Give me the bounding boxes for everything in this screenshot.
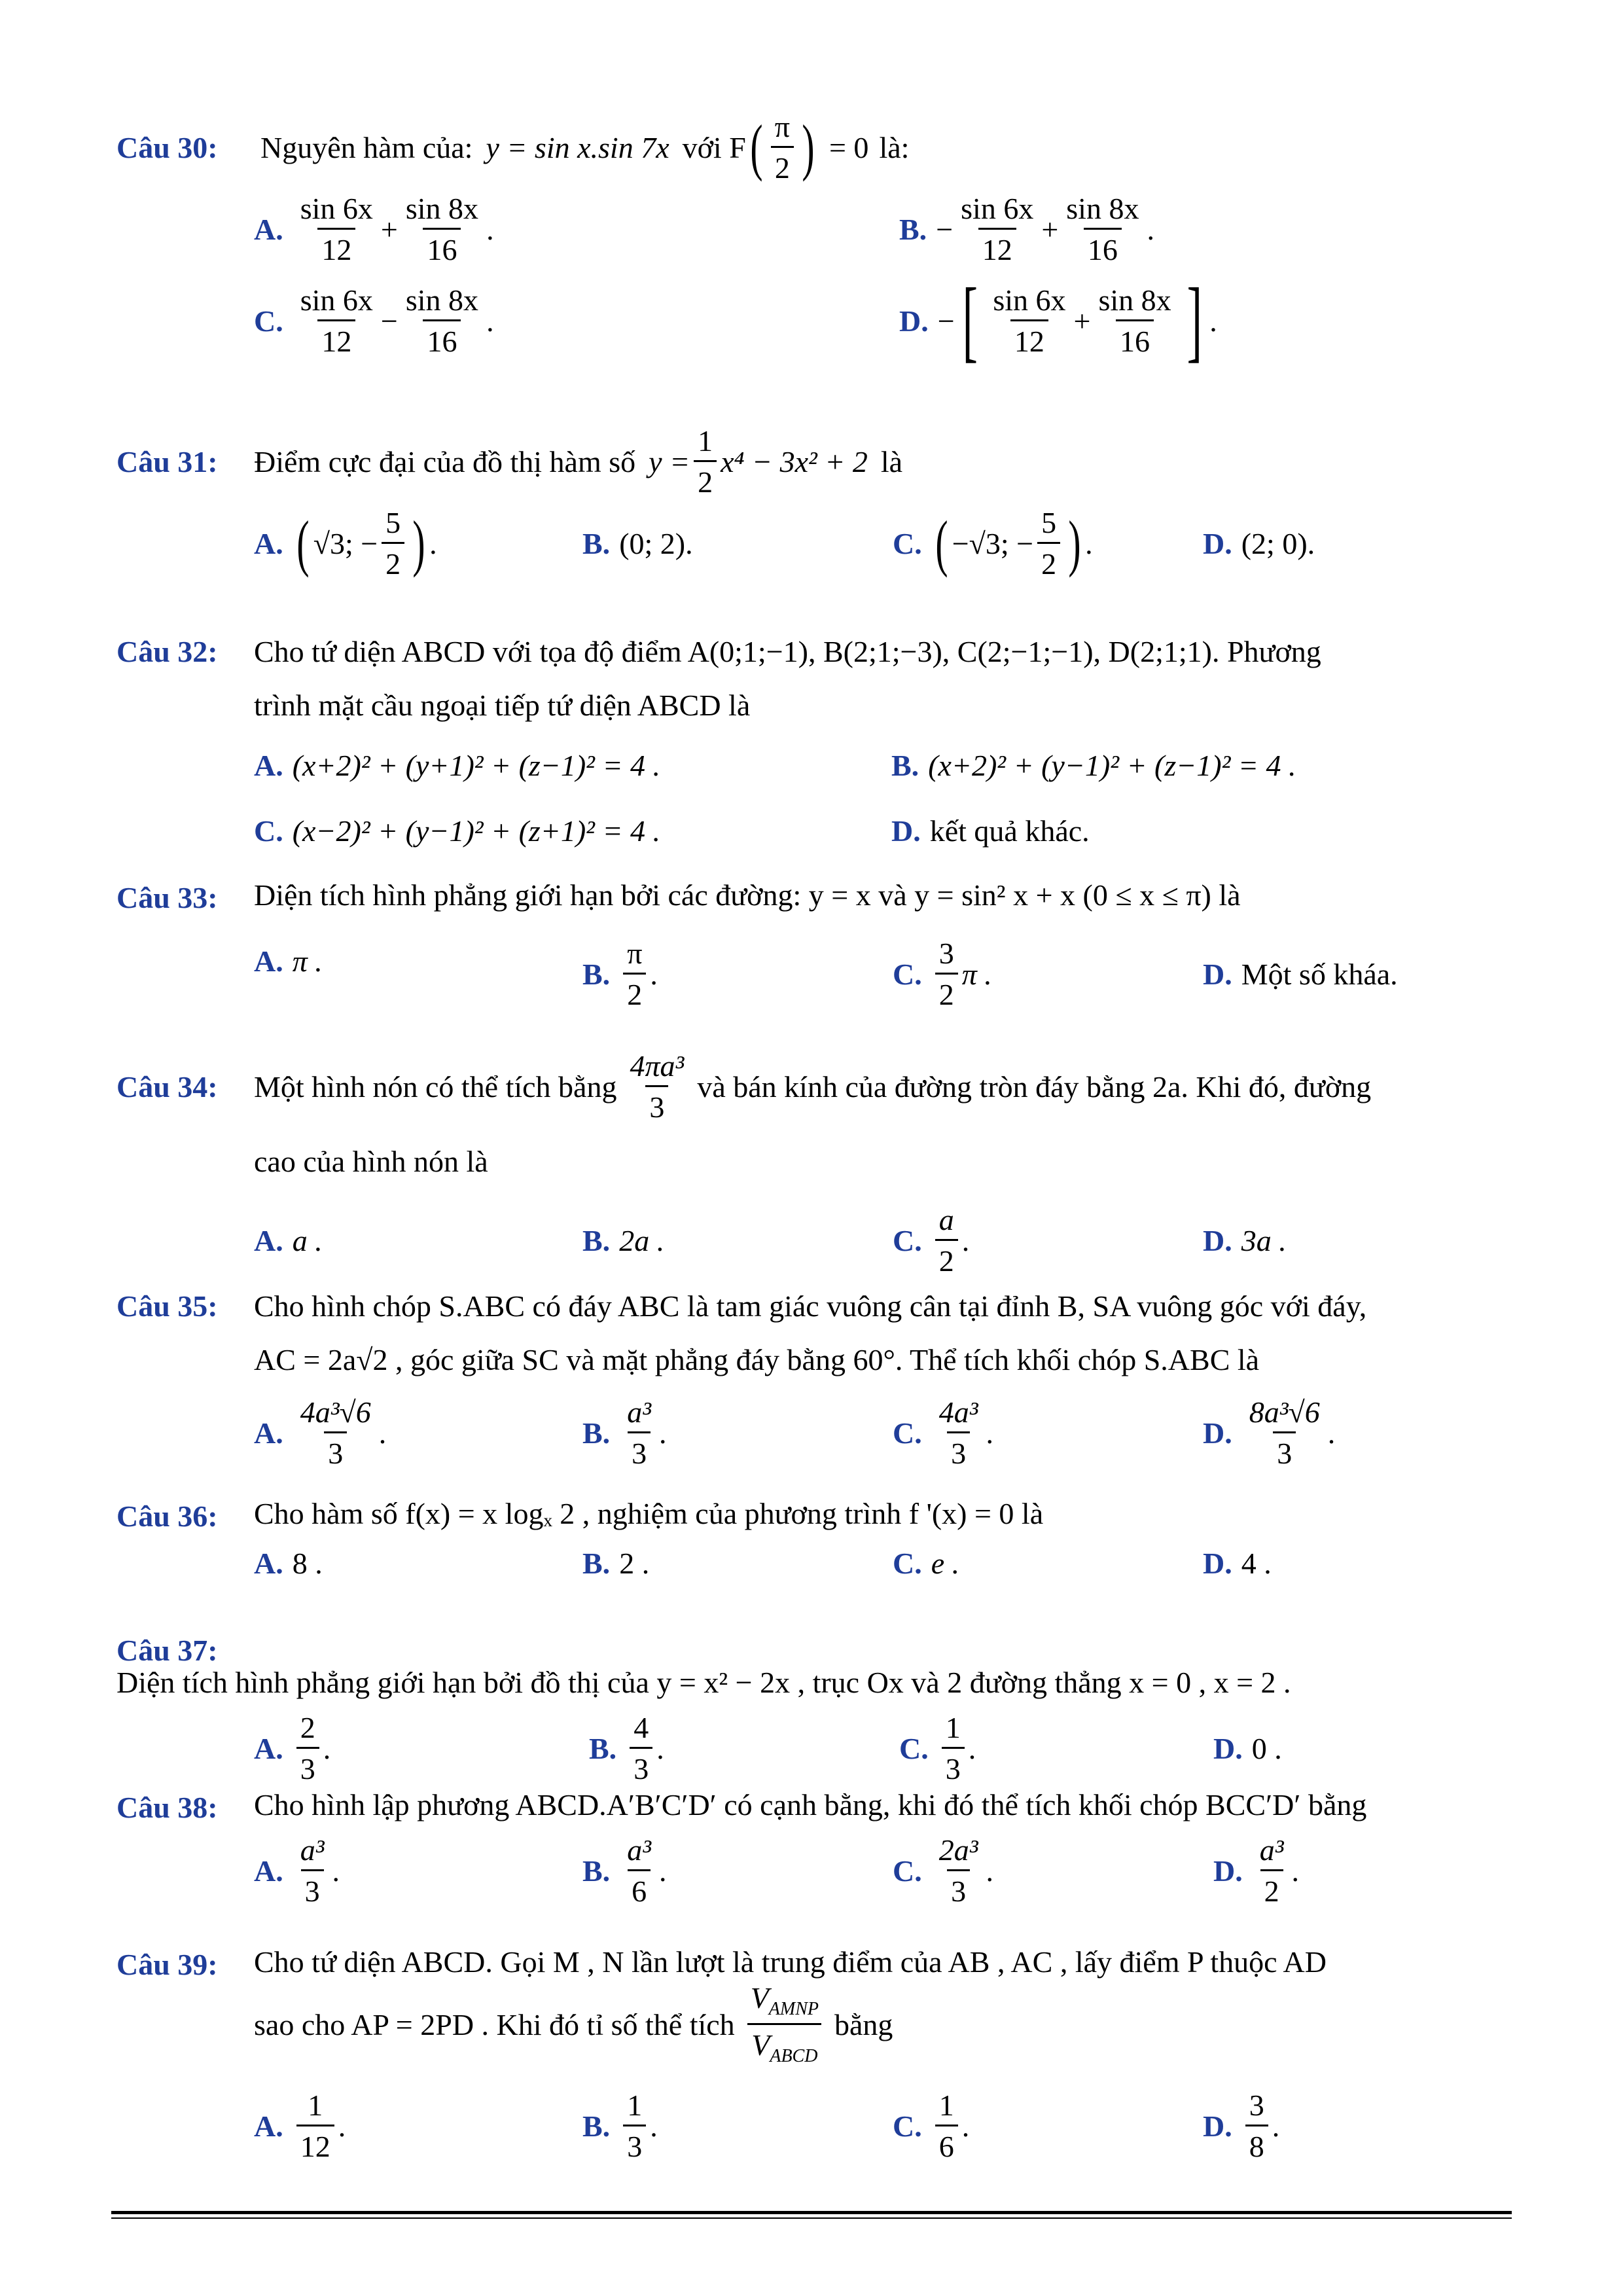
question-number: Câu 37: bbox=[116, 1634, 218, 1667]
condition-prefix: với F bbox=[682, 130, 746, 164]
option-a[interactable]: A. (x+2)² + (y+1)² + (z−1)² = 4 . bbox=[254, 748, 660, 782]
option-d[interactable]: D. $\frac{\text{a³}}{2}$ . bbox=[1213, 1833, 1300, 1908]
question-text: Cho tứ diện ABCD. Gọi M , N lần lượt là trung điểm của AB , AC , lấy điểm P thuộc AD bbox=[254, 1945, 1327, 1979]
question-number: Câu 35: bbox=[116, 1289, 218, 1323]
option-b[interactable]: B. $\frac{\pi}{2}$ . bbox=[582, 936, 658, 1011]
footer-rule-thin bbox=[111, 2217, 1512, 2219]
option-b[interactable]: B. (x+2)² + (y−1)² + (z−1)² = 4 . bbox=[891, 748, 1296, 782]
question-text: Điểm cực đại của đồ thị hàm số bbox=[254, 444, 636, 478]
option-d[interactable]: D. 4 . bbox=[1203, 1546, 1272, 1580]
option-d[interactable]: D. Một số kháa. bbox=[1203, 957, 1398, 991]
option-d[interactable]: D. $\frac{\text{8a³√6}}{3}$ . bbox=[1203, 1395, 1336, 1470]
option-b[interactable]: B. 2 . bbox=[582, 1546, 650, 1580]
question-text: Một hình nón có thể tích bằng bbox=[254, 1069, 617, 1103]
function-prefix: y = bbox=[649, 444, 690, 478]
volume-fraction: $\frac{\text{4πa³}}{3}$ bbox=[630, 1049, 685, 1124]
function-suffix: x⁴ − 3x² + 2 bbox=[721, 444, 868, 478]
option-d[interactable]: D. 3a . bbox=[1203, 1223, 1287, 1257]
option-a[interactable]: A. $\frac{\text{a³}}{3}$ . bbox=[254, 1833, 340, 1908]
question-text-cont: và bán kính của đường tròn đáy bằng 2a. Khi đó, đường bbox=[697, 1069, 1372, 1103]
question-number: Câu 30: bbox=[116, 130, 218, 164]
question-number: Câu 33: bbox=[116, 881, 218, 914]
question-36 bbox=[116, 1499, 1517, 1592]
question-34 bbox=[116, 1041, 1517, 1289]
option-c[interactable]: C. $\frac{1}{3}$ . bbox=[899, 1710, 976, 1785]
option-c[interactable]: C. $\frac{3}{2}$ π . bbox=[893, 936, 992, 1011]
function-expression: y = sin x.sin 7x bbox=[486, 130, 669, 164]
volume-ratio: $\frac{V_{AMNP}}{V_{ABCD}}$ bbox=[747, 1983, 823, 2065]
question-37 bbox=[116, 1633, 1517, 1794]
question-number: Câu 32: bbox=[116, 635, 218, 668]
question-39 bbox=[116, 1947, 1517, 2172]
option-b[interactable]: B. $\frac{\text{a³}}{3}$ . bbox=[582, 1395, 667, 1470]
question-number: Câu 38: bbox=[116, 1791, 218, 1824]
question-suffix: là bbox=[880, 444, 903, 478]
question-number: Câu 34: bbox=[116, 1069, 218, 1103]
question-31 bbox=[116, 419, 1517, 602]
option-a[interactable]: A. ( √3; − $\frac{5}{2}$ ) . bbox=[254, 505, 437, 581]
option-a[interactable]: A. $\frac{1}{12}$ . bbox=[254, 2088, 346, 2163]
option-d[interactable]: D. 0 . bbox=[1213, 1731, 1282, 1765]
option-a[interactable]: A. π . bbox=[254, 944, 323, 978]
question-number: Câu 36: bbox=[116, 1499, 218, 1533]
option-a[interactable]: A. $\frac{\text{4a³√6}}{3}$ . bbox=[254, 1395, 387, 1470]
option-d[interactable]: D. − [ $\frac{\sin 6x}{12}$ + $\frac{\sin 8x}{16}$ ] . bbox=[899, 270, 1217, 371]
option-d[interactable]: D. (2; 0). bbox=[1203, 526, 1315, 560]
question-text-line2: cao của hình nón là bbox=[254, 1145, 488, 1178]
question-33 bbox=[116, 880, 1517, 1026]
question-text: Cho hàm số f(x) = x logₓ 2 , nghiệm của phương trình f '(x) = 0 là bbox=[254, 1497, 1044, 1530]
option-c[interactable]: C. $\frac{\sin 6x}{12}$ − $\frac{\sin 8x}{16}$ . bbox=[254, 283, 494, 358]
option-c[interactable]: C. (x−2)² + (y−1)² + (z+1)² = 4 . bbox=[254, 814, 660, 848]
option-a[interactable]: A. a . bbox=[254, 1223, 323, 1257]
option-c[interactable]: C. e . bbox=[893, 1546, 960, 1580]
question-number: Câu 31: bbox=[116, 444, 218, 478]
question-number: Câu 39: bbox=[116, 1948, 218, 1981]
option-c[interactable]: C. $\frac{\text{2a³}}{3}$ . bbox=[893, 1833, 994, 1908]
option-d[interactable]: D. kết quả khác. bbox=[891, 814, 1090, 848]
option-b[interactable]: B. − $\frac{\sin 6x}{12}$ + $\frac{\sin 8x}{16}$ . bbox=[899, 191, 1154, 266]
option-c[interactable]: C. $\frac{a}{2}$ . bbox=[893, 1202, 970, 1278]
question-text: Nguyên hàm của: bbox=[260, 130, 473, 164]
question-32 bbox=[116, 625, 1517, 863]
option-b[interactable]: B. 2a . bbox=[582, 1223, 665, 1257]
option-b[interactable]: B. (0; 2). bbox=[582, 526, 693, 560]
option-a[interactable]: A. $\frac{2}{3}$ . bbox=[254, 1710, 331, 1785]
option-a[interactable]: A. 8 . bbox=[254, 1546, 323, 1580]
question-text-line2: sao cho AP = 2PD . Khi đó tỉ số thể tích $\frac{V_{AMNP}}{V_{ABCD}}$ bằng bbox=[254, 1981, 893, 2066]
question-35 bbox=[116, 1280, 1517, 1479]
option-d[interactable]: D. $\frac{3}{8}$ . bbox=[1203, 2088, 1280, 2163]
question-38 bbox=[116, 1790, 1517, 1916]
question-text: Diện tích hình phẳng giới hạn bởi đồ thị của y = x² − 2x , trục Ox và 2 đường thẳng x = 0 , x = 2 . bbox=[116, 1666, 1291, 1699]
question-text: Cho hình lập phương ABCD.A′B′C′D′ có cạnh bằng, khi đó thể tích khối chóp BCC′D′ bằng bbox=[254, 1788, 1367, 1821]
option-c[interactable]: C. $\frac{\text{4a³}}{3}$ . bbox=[893, 1395, 994, 1470]
option-a[interactable]: A. $\frac{\sin 6x}{12}$ + $\frac{\sin 8x}{16}$ . bbox=[254, 191, 494, 266]
fraction-half: $\frac{1}{2}$ bbox=[694, 426, 717, 497]
question-suffix: là: bbox=[879, 130, 910, 164]
question-text: Cho hình chóp S.ABC có đáy ABC là tam giác vuông cân tại đỉnh B, SA vuông góc với đáy, AC = 2a√2 , góc giữa SC và mặt phẳng đáy bằng 60°. Thể tích khối chóp S.ABC là bbox=[254, 1289, 1367, 1376]
question-text: Diện tích hình phẳng giới hạn bởi các đường: y = x và y = sin² x + x (0 ≤ x ≤ π) là bbox=[254, 878, 1241, 912]
question-text: Cho tứ diện ABCD với tọa độ điểm A(0;1;−1), B(2;1;−3), C(2;−1;−1), D(2;1;1). Phương trình mặt cầu ngoại tiếp tứ diện ABCD là bbox=[254, 635, 1321, 722]
option-c[interactable]: C. $\frac{1}{6}$ . bbox=[893, 2088, 970, 2163]
option-c[interactable]: C. ( −√3; − $\frac{5}{2}$ ) . bbox=[893, 505, 1093, 581]
option-b[interactable]: B. $\frac{4}{3}$ . bbox=[589, 1710, 664, 1785]
fraction-pi-over-2: $\frac{\pi}{2}$ bbox=[771, 112, 794, 183]
footer-rule-thick bbox=[111, 2211, 1512, 2214]
option-b[interactable]: B. $\frac{1}{3}$ . bbox=[582, 2088, 658, 2163]
option-b[interactable]: B. $\frac{\text{a³}}{6}$ . bbox=[582, 1833, 667, 1908]
condition-suffix: = 0 bbox=[829, 130, 869, 164]
question-30: Câu 30: Nguyên hàm của: y = sin x.sin 7x với F ( $\frac{\pi}{2}$ ) = 0 là: A. $\frac{\sin 6x}{12}$ + $\frac{\sin 8x}{16}$ . B. − $\frac{\sin 6x}{12}$ + $\frac{\sin 8x}{16}$ . C. $\frac{\sin 6x}{12}$ − $\frac{\sin 8x}{16}$ . D. − [ $\frac{\sin 6x}{12}$ + $\frac{\sin 8x}{16}$ ] . bbox=[116, 109, 1217, 371]
